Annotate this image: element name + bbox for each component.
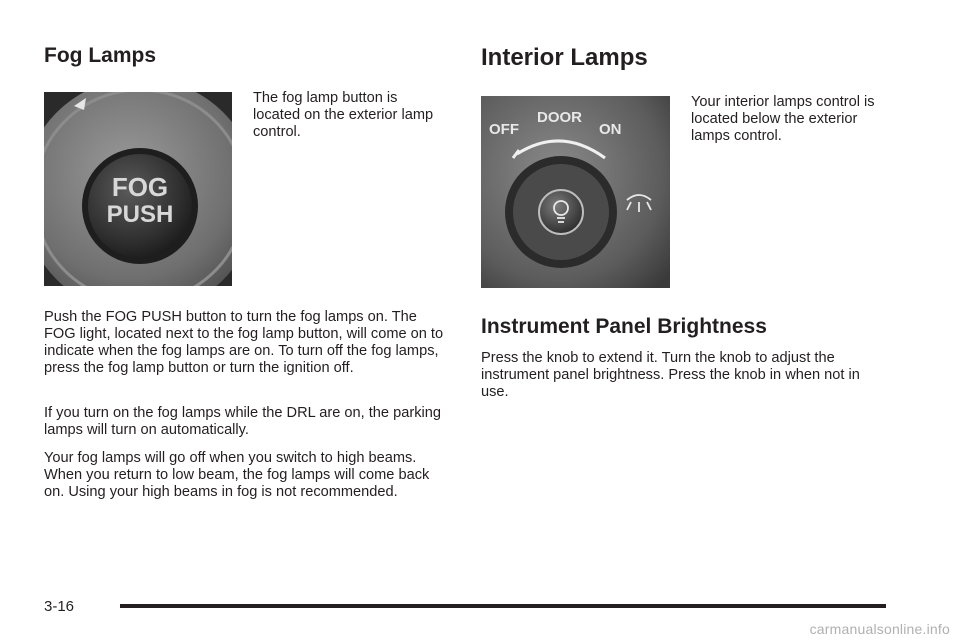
footer-rule [120,604,886,608]
fog-lamp-button-image [44,92,232,286]
interior-lamps-control-illustration [481,96,670,288]
fog-lamps-paragraph-3: Your fog lamps will go off when you switch to high beams. When you return to low beam, the fog lamps will come back on. Using your high beams in fog is not recommended. [44,450,430,500]
fog-button-text-line2: PUSH [106,201,174,228]
label-off: OFF [489,121,519,138]
label-door: DOOR [537,109,582,126]
label-on: ON [599,121,622,138]
interior-lamps-control-image [481,96,670,288]
interior-lamps-intro: Your interior lamps control is located below the exterior lamps control. [691,94,875,144]
watermark: carmanualsonline.info [809,621,950,637]
fog-lamps-paragraph-2: If you turn on the fog lamps while the DRL are on, the parking lamps will turn on automatically. [44,405,441,438]
section-heading-instrument-panel-brightness: Instrument Panel Brightness [481,315,767,338]
section-heading-fog-lamps: Fog Lamps [44,44,157,67]
fog-button-text-line1: FOG [111,172,169,202]
page-number: 3-16 [44,598,75,615]
section-heading-interior-lamps: Interior Lamps [481,44,648,71]
instrument-panel-brightness-paragraph: Press the knob to extend it. Turn the knob to adjust the instrument panel brightness. Press the knob in when not in use. [481,350,860,400]
fog-lamps-intro: The fog lamp button is located on the exterior lamp control. [253,90,434,140]
fog-lamps-paragraph-1: Push the FOG PUSH button to turn the fog lamps on. The FOG light, located next to the fog lamp button, will come on to indicate when the fog lamps are on. To turn off the fog lamps, press the fog lamp button or turn the ignition off. [44,309,444,376]
fog-lamp-button-illustration [44,92,232,286]
